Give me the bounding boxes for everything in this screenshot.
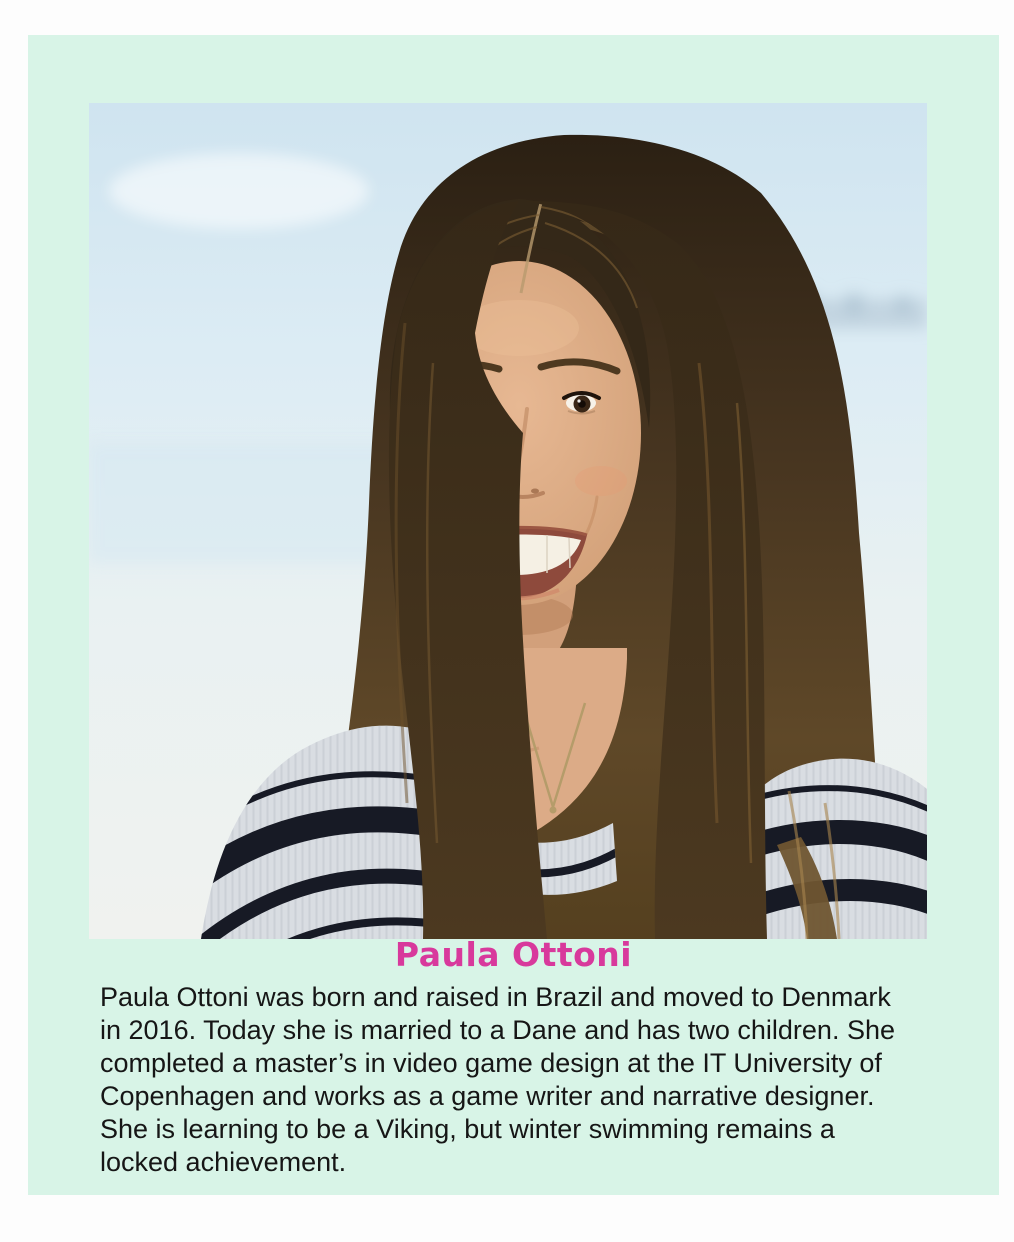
bio-text xyxy=(100,981,988,1179)
right-blush xyxy=(575,466,627,496)
person-name: Paula Ottoni xyxy=(394,935,633,974)
bio-line-4: Copenhagen and works as a game writer and narrative designer. xyxy=(100,1081,875,1111)
right-eye xyxy=(564,393,599,414)
bio-line-1: Paula Ottoni was born and raised in Brazil and moved to Denmark xyxy=(100,982,891,1012)
portrait-illustration xyxy=(89,103,927,939)
portrait-photo xyxy=(89,103,927,939)
bio-line-2: in 2016. Today she is married to a Dane and has two children. She xyxy=(100,1015,895,1045)
bio-line-3: completed a master’s in video game design at the IT University of xyxy=(100,1048,882,1078)
bio-line-5: She is learning to be a Viking, but winter swimming remains a xyxy=(100,1114,835,1144)
bio-line-6: locked achievement. xyxy=(100,1147,347,1177)
bio-card xyxy=(28,35,999,1195)
